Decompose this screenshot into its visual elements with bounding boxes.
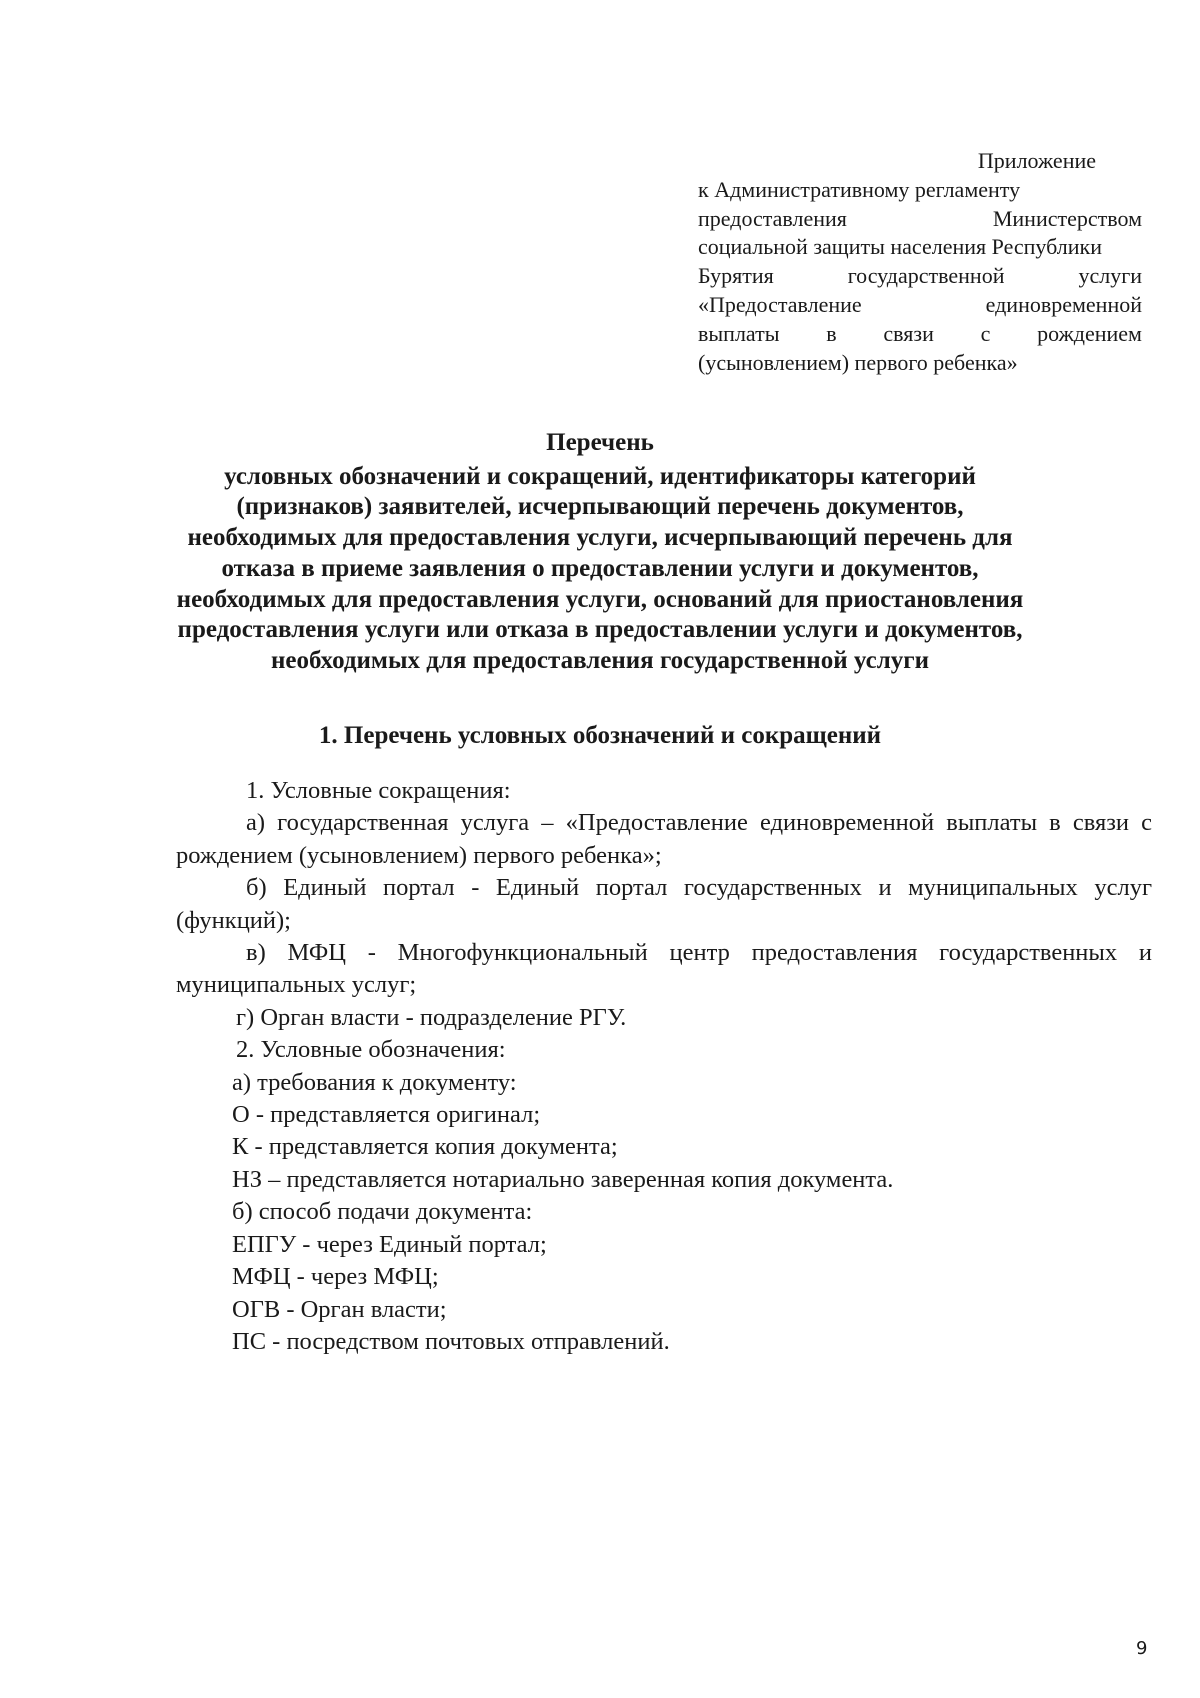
title-line: условных обозначений и сокращений, идентификаторы категорий: [224, 462, 976, 490]
appendix-line: социальной защиты населения Республики: [698, 234, 1103, 260]
symbol-item: О - представляется оригинал;: [232, 1101, 541, 1129]
symbols-heading: 2. Условные обозначения:: [236, 1036, 506, 1064]
abbreviation-item: г) Орган власти - подразделение РГУ.: [236, 1003, 627, 1031]
appendix-line: (усыновлением) первого ребенка»: [698, 349, 1018, 375]
abbreviation-item: а) государственная услуга – «Предоставление единовременной выплаты в связи с рождением (усыновлением) первого ребенка»;: [176, 809, 1152, 869]
title-line: необходимых для предоставления услуги, исчерпывающий перечень для: [187, 524, 1013, 552]
abbreviation-item: в) МФЦ - Многофункциональный центр предоставления государственных и муниципальных услуг;: [176, 939, 1152, 999]
symbol-item: ОГВ - Орган власти;: [232, 1295, 447, 1323]
title-line: (признаков) заявителей, исчерпывающий перечень документов,: [236, 493, 964, 521]
appendix-line: Бурятия государственной услуги: [698, 263, 1142, 289]
title-line: необходимых для предоставления государственной услуги: [271, 646, 929, 674]
symbol-item: К - представляется копия документа;: [232, 1133, 618, 1161]
section-body: [176, 775, 1152, 1358]
appendix-line: к Административному регламенту: [698, 176, 1021, 202]
document-title: [165, 428, 1035, 677]
page-number: 9: [1136, 1638, 1148, 1659]
appendix-line: предоставления Министерством: [698, 205, 1142, 231]
title-line: необходимых для предоставления услуги, оснований для приостановления: [176, 585, 1024, 613]
symbol-item: МФЦ - через МФЦ;: [232, 1263, 439, 1291]
section-heading: 1. Перечень условных обозначений и сокращений: [318, 722, 882, 749]
appendix-block: [698, 147, 1142, 377]
symbol-group-heading: а) требования к документу:: [232, 1068, 517, 1096]
title-line: отказа в приеме заявления о предоставлении услуги и документов,: [221, 554, 979, 582]
symbol-item: ЕПГУ - через Единый портал;: [232, 1230, 547, 1258]
symbol-item: ПС - посредством почтовых отправлений.: [232, 1327, 670, 1355]
appendix-line: выплаты в связи с рождением: [698, 320, 1142, 346]
title-line: предоставления услуги или отказа в предоставлении услуги и документов,: [177, 616, 1023, 644]
symbol-item: НЗ – представляется нотариально заверенная копия документа.: [232, 1165, 894, 1193]
title-heading: Перечень: [546, 429, 654, 456]
abbreviation-item: б) Единый портал - Единый портал государственных и муниципальных услуг (функций);: [176, 874, 1152, 934]
abbreviations-heading: 1. Условные сокращения:: [246, 777, 511, 804]
appendix-line: Приложение: [977, 148, 1096, 173]
appendix-line: «Предоставление единовременной: [698, 291, 1142, 317]
symbol-group-heading: б) способ подачи документа:: [232, 1198, 533, 1226]
